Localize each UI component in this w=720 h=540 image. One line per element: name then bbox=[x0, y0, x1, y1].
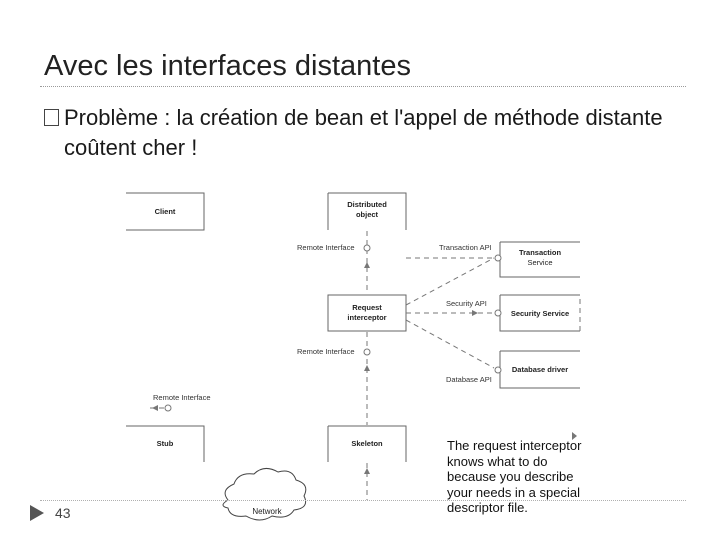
box-client: Client bbox=[154, 207, 176, 216]
label-remote-interface-middle: Remote Interface bbox=[297, 347, 355, 356]
bullet-text: Problème : la création de bean et l'appel de méthode distante coûtent cher ! bbox=[64, 105, 663, 160]
page-arrow-icon bbox=[30, 505, 44, 521]
box-security-service: Security Service bbox=[510, 309, 570, 318]
box-transaction-service: Transaction Service bbox=[518, 248, 562, 267]
label-remote-interface-top: Remote Interface bbox=[297, 243, 355, 252]
diagram-note: The request interceptor knows what to do because you describe your needs in a special descriptor file. bbox=[447, 438, 582, 515]
box-distributed-object: Distributed object bbox=[347, 200, 387, 219]
network-cloud-icon bbox=[223, 468, 306, 520]
label-transaction-api: Transaction API bbox=[439, 243, 492, 252]
slide-title: Avec les interfaces distantes bbox=[44, 50, 411, 82]
footer-divider bbox=[40, 500, 686, 501]
label-database-api: Database API bbox=[446, 375, 492, 384]
label-security-api: Security API bbox=[446, 299, 487, 308]
label-remote-interface-left: Remote Interface bbox=[153, 393, 211, 402]
box-stub: Stub bbox=[156, 439, 174, 448]
box-database-driver: Database driver bbox=[511, 365, 569, 374]
network-label: Network bbox=[252, 507, 282, 516]
page-number: 43 bbox=[55, 505, 71, 521]
box-request-interceptor: Request interceptor bbox=[347, 303, 387, 322]
box-skeleton: Skeleton bbox=[351, 439, 383, 448]
